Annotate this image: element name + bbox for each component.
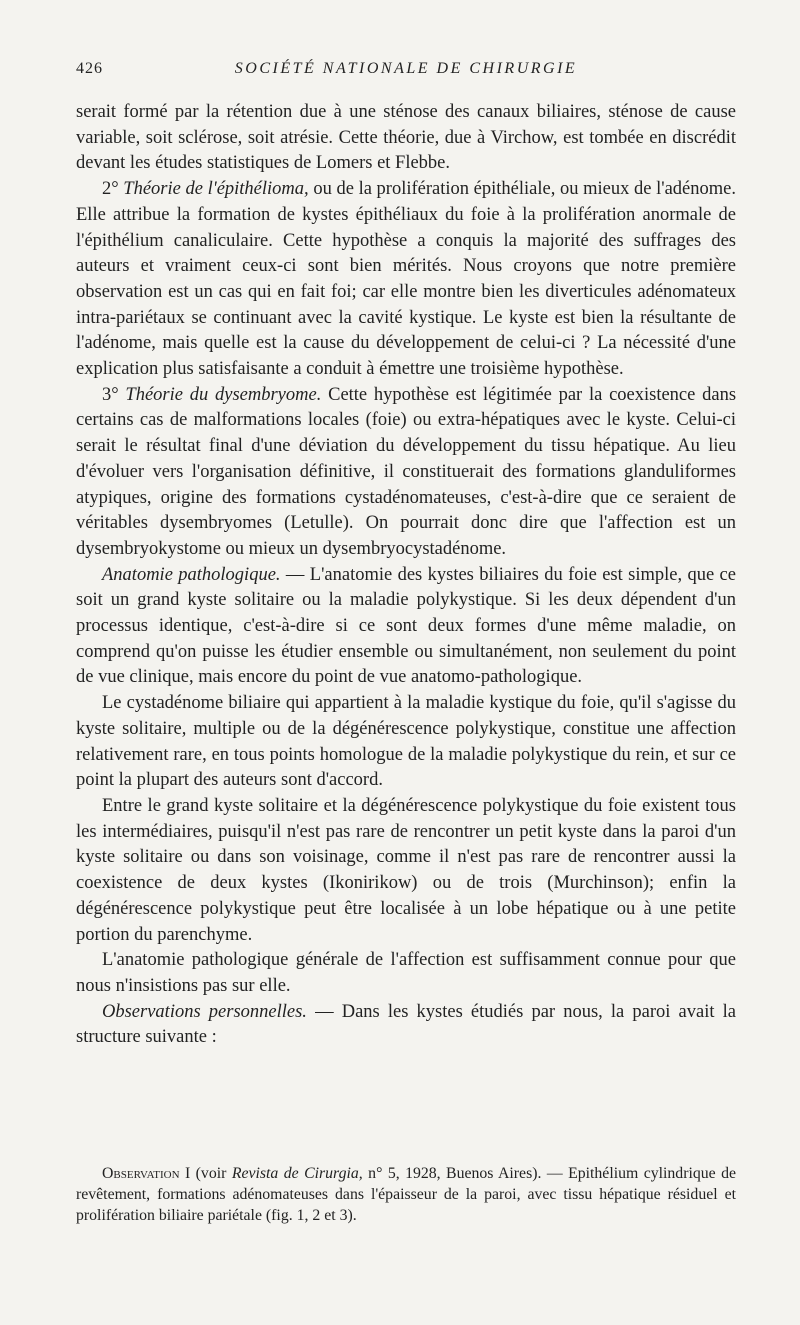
paragraph-anatomie [76, 563, 736, 692]
paragraph-heading: Observations personnelles. [102, 1001, 307, 1022]
paragraph-observations [76, 1000, 736, 1051]
paragraph-text: L'anatomie pathologique générale de l'affection est suffisamment connue pour que nous n'insistions pas sur elle. [76, 950, 736, 996]
paragraph-intermediaires [76, 794, 736, 948]
paragraph-heading: Théorie de l'épithélioma, [123, 179, 309, 200]
note-label: Observation I [102, 1165, 191, 1182]
running-title: SOCIÉTÉ NATIONALE DE CHIRURGIE [234, 60, 578, 77]
paragraph-text: Entre le grand kyste solitaire et la dégénérescence polykystique du foie existent tous les intermédiaires, puisqu'il n'est pas rare de rencontrer un petit kyste dans la paroi d'un kyste solitaire ou dans son voisinage, comme il n'est pas rare de rencontrer aussi la coexistence de deux kystes (Ikonirikow) ou de trois (Murchinson); enfin la dégénérescence polykystique peut être localisée à un lobe hépatique ou à une petite portion du parenchyme. [76, 795, 736, 945]
paragraph-text: Cette hypothèse est légitimée par la coexistence dans certains cas de malformations locales (foie) ou extra-hépatiques avec le kyste. Celui-ci serait le résultat final d'une déviation du développement du tissu hépatique. Au lieu d'évoluer vers l'organisation définitive, il constituerait des formations glanduliformes atypiques, origine des formations cystadénomateuses, c'est-à-dire que ce seraient de véritables dysembryomes (Letulle). On pourrait donc dire que l'affection est un dysembryokystome ou mieux un dysembryocystadénome. [76, 384, 737, 559]
note-paragraph [76, 1164, 736, 1226]
paragraph-text: ou de la prolifération épithéliale, ou mieux de l'adénome. Elle attribue la formation de kystes épithéliaux du foie à la prolifération anormale de l'épithélium canaliculaire. Cette hypothèse a conquis la majorité des suffrages des auteurs et vraiment ceux-ci sont bien mérités. Nous croyons que notre première observation est un cas qui en fait foi; car elle montre bien les diverticules adénomateux intra-pariétaux se continuant avec la cavité kystique. Le kyste est bien la résultante de l'adénome, mais quelle est la cause du développement de celui-ci ? La nécessité d'une explication plus satisfaisante a conduit à émettre une troisième hypothèse. [76, 179, 736, 380]
paragraph-epithelioma-theory [76, 177, 736, 383]
paragraph-number: 2° [102, 179, 124, 200]
paragraph-anatomie-generale [76, 948, 736, 999]
paragraph-cystadenome [76, 691, 736, 794]
page-number: 426 [76, 60, 103, 77]
body-text [76, 100, 736, 1051]
paragraph-heading: Théorie du dysembryome. [125, 384, 322, 405]
paragraph-text: Le cystadénome biliaire qui appartient à la maladie kystique du foie, qu'il s'agisse du kyste solitaire, multiple ou de la dégénérescence polykystique, constitue une affection relativement rare, en tous points homologue de la maladie polykystique du rein, et sur ce point la plupart des auteurs sont d'accord. [76, 693, 736, 791]
observation-note [76, 1164, 736, 1226]
note-journal: Revista de Cirurgia, [231, 1165, 363, 1182]
paragraph-text: serait formé par la rétention due à une sténose des canaux biliaires, sténose de cause variable, soit sclérose, soit atrésie. Cette théorie, due à Virchow, est tombée en discrédit devant les études statistiques de Lomers et Flebbe. [76, 102, 736, 174]
note-text: n° 5, 1928, Buenos Aires). — Epithélium cylindrique de revêtement, formations adénomateuses dans l'épaisseur de la paroi, avec tissu hépatique résiduel et prolifération biliaire pariétale (fig. 1, 2 et 3). [76, 1165, 736, 1224]
paragraph-number: 3° [102, 384, 126, 405]
paragraph-heading: Anatomie pathologique. [102, 564, 281, 585]
paragraph-continuation [76, 100, 736, 177]
paragraph-dysembryome-theory [76, 383, 736, 563]
paragraph-text: — L'anatomie des kystes biliaires du foie est simple, que ce soit un grand kyste solitaire ou la maladie polykystique. Si les deux dépendent d'un processus identique, c'est-à-dire si ce sont deux formes d'une même maladie, on comprend qu'on puisse les étudier ensemble ou simultanément, non seulement du point de vue clinique, mais encore du point de vue anatomo-pathologique. [76, 564, 736, 688]
note-text: (voir [190, 1165, 232, 1182]
page-header [76, 60, 736, 84]
paragraph-text: — Dans les kystes étudiés par nous, la paroi avait la structure suivante : [76, 1001, 736, 1048]
